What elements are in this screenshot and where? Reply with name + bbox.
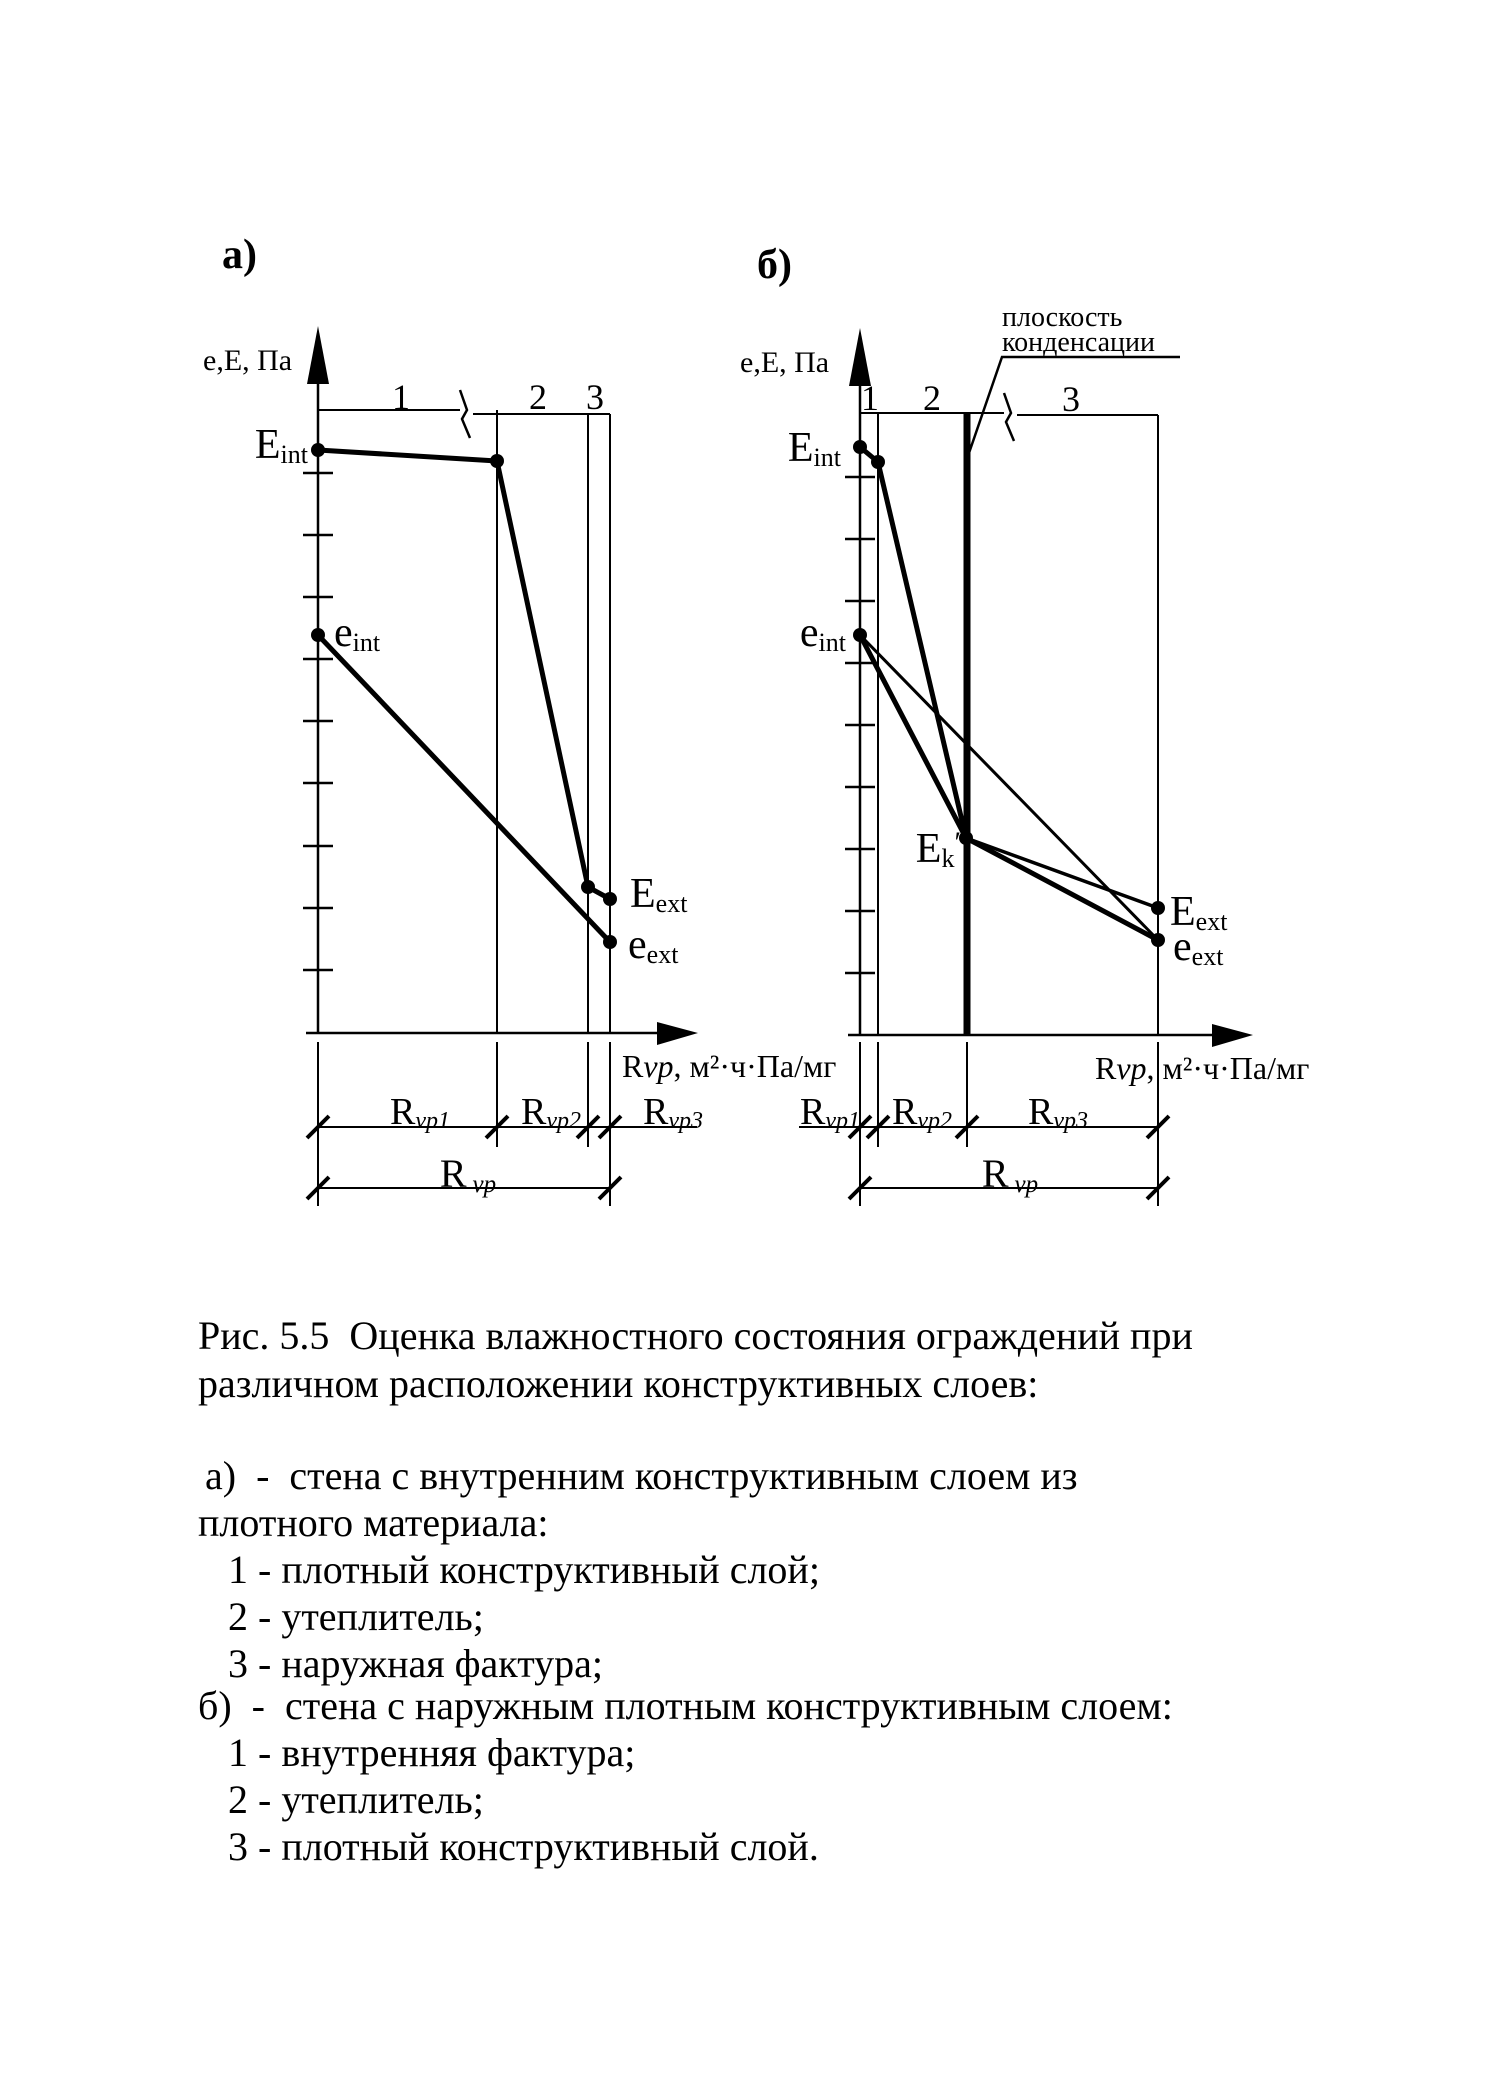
label-e-int-a: eint bbox=[334, 610, 381, 657]
label-E-int-b: Eint bbox=[787, 425, 841, 472]
data-dots-a bbox=[311, 443, 617, 949]
break-symbol-b bbox=[1004, 393, 1014, 441]
caption-item-b3: 3 - плотный конструктивный слой. bbox=[228, 1824, 819, 1869]
caption-item-a2: 2 - утеплитель; bbox=[228, 1594, 484, 1639]
x-axis-unit-b: Rvp, м²·ч·Па/мг bbox=[1095, 1050, 1310, 1086]
label-e-int-b: eint bbox=[799, 610, 846, 657]
label-E-ext-b: Eext bbox=[1170, 889, 1228, 936]
dim-label-rvp1-a: Rvp1 bbox=[389, 1091, 451, 1134]
dim-label-rvp3-b: Rvp3 bbox=[1027, 1091, 1089, 1134]
break-symbol-a bbox=[460, 390, 470, 438]
caption-title-line1: Рис. 5.5 Оценка влажностного состояния ограждений при bbox=[198, 1313, 1193, 1358]
dim-label-rvp1-b: Rvp1 bbox=[799, 1091, 861, 1134]
label-e-ext-b: eext bbox=[1173, 924, 1224, 971]
dim-label-rvp2-a: Rvp2 bbox=[520, 1091, 582, 1134]
layer-number-3-b: 3 bbox=[1062, 379, 1080, 419]
layer-number-1-a: 1 bbox=[392, 377, 410, 417]
caption-item-a: а) - стена с внутренним конструктивным слоем из bbox=[205, 1453, 1078, 1498]
layer-number-2-a: 2 bbox=[529, 377, 547, 417]
dim-label-rvp3-a: Rvp3 bbox=[642, 1091, 704, 1134]
layer-number-2-b: 2 bbox=[923, 378, 941, 418]
caption-item-b: б) - стена с наружным плотным конструктивным слоем: bbox=[198, 1683, 1173, 1728]
label-E-ext-a: Eext bbox=[630, 871, 688, 918]
y-axis-label-a: е,Е, Па bbox=[203, 344, 293, 377]
caption-item-a-cont: плотного материала: bbox=[198, 1500, 549, 1545]
part-label-b: б) bbox=[757, 242, 792, 288]
part-label-a: а) bbox=[222, 232, 257, 278]
caption-item-a3: 3 - наружная фактура; bbox=[228, 1641, 604, 1686]
caption-item-a1: 1 - плотный конструктивный слой; bbox=[228, 1547, 820, 1592]
caption-title-line2: различном расположении конструктивных слоев: bbox=[198, 1361, 1039, 1406]
caption-item-b2: 2 - утеплитель; bbox=[228, 1777, 484, 1822]
vapor-pressure-nominal-line-b bbox=[860, 635, 1158, 940]
y-axis-label-b: е,Е, Па bbox=[740, 346, 830, 379]
saturation-pressure-line-b bbox=[860, 447, 966, 838]
saturation-pressure-layer3-b bbox=[966, 838, 1158, 908]
label-E-int-a: Eint bbox=[254, 422, 308, 469]
label-e-ext-a: eext bbox=[628, 922, 679, 969]
x-axis-arrow-a bbox=[657, 1022, 698, 1045]
dim-label-rvp2-b: Rvp2 bbox=[891, 1091, 953, 1134]
x-axis-arrow-b bbox=[1212, 1024, 1253, 1047]
caption-item-b1: 1 - внутренняя фактура; bbox=[228, 1730, 636, 1775]
condensation-plane-label: плоскость конденсации bbox=[1002, 302, 1155, 358]
y-axis-arrow-a bbox=[307, 326, 329, 384]
dim-label-rvp-total-b: Rvp bbox=[981, 1151, 1039, 1198]
dim-label-rvp-total-a: Rvp bbox=[439, 1151, 497, 1198]
data-dots-b bbox=[853, 440, 1165, 947]
saturation-pressure-line-a bbox=[318, 450, 610, 899]
layer-number-1-b: 1 bbox=[861, 378, 879, 418]
layer-number-3-a: 3 bbox=[586, 377, 604, 417]
x-axis-unit-a: Rvp, м²·ч·Па/мг bbox=[622, 1048, 837, 1084]
label-E-k-prime-b: Ek′ bbox=[915, 826, 961, 873]
